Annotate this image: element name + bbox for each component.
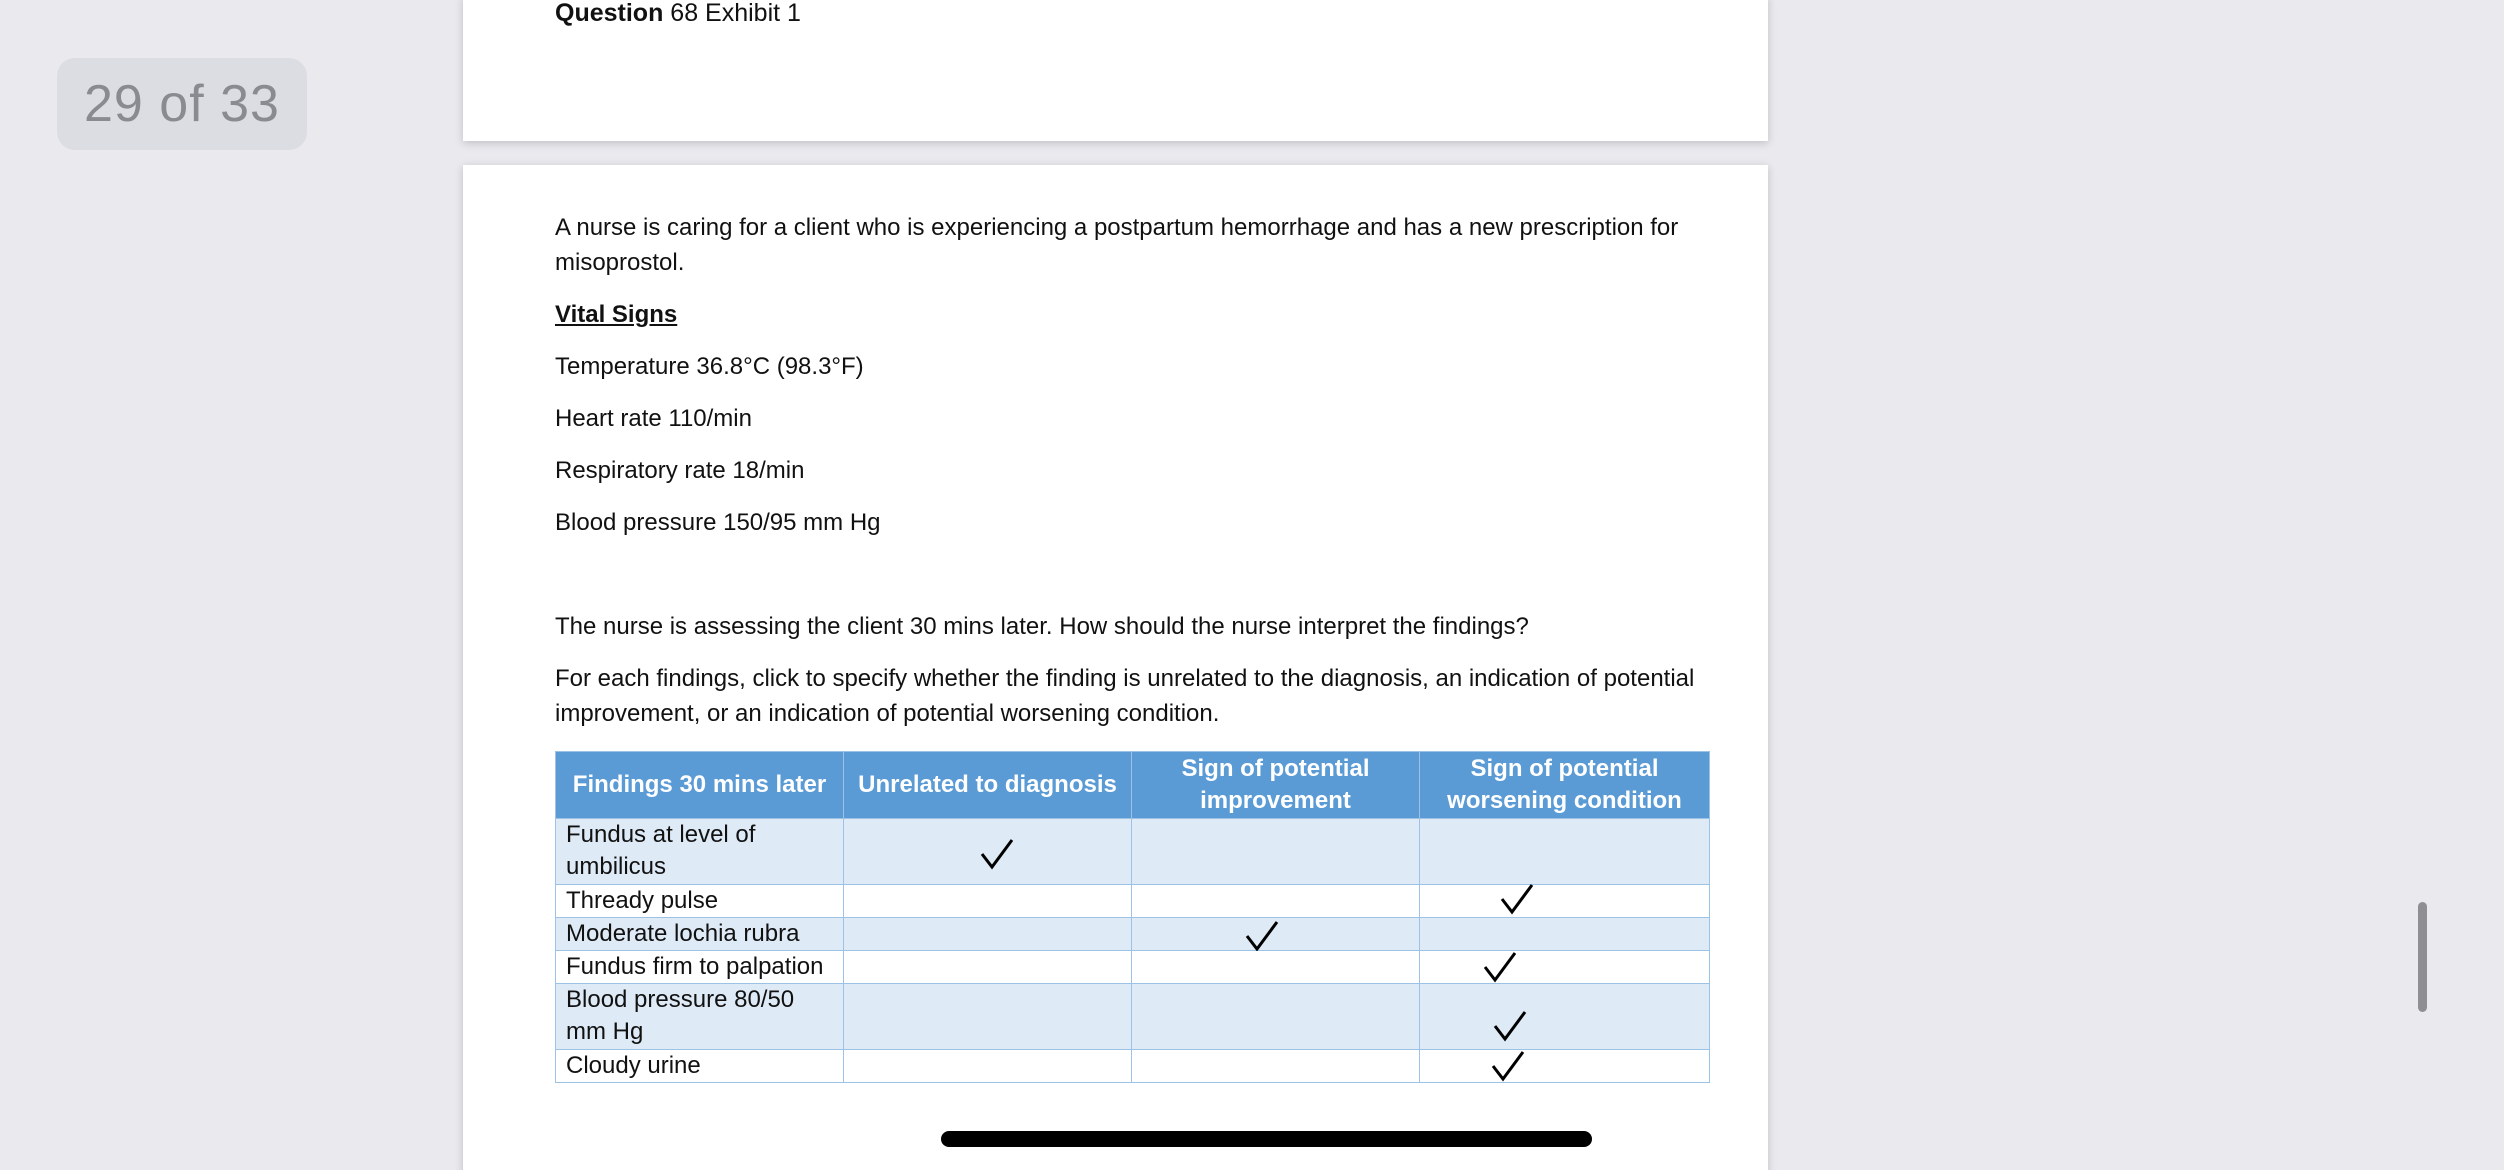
improvement-cell[interactable] [1132, 1050, 1420, 1083]
worsening-cell[interactable] [1420, 885, 1710, 918]
question-text: The nurse is assessing the client 30 mins later. How should the nurse interpret the findings? [555, 613, 1529, 640]
vertical-scrollbar[interactable] [2418, 902, 2427, 1012]
vital-blood-pressure: Blood pressure 150/95 mm Hg [555, 509, 881, 536]
exhibit-title-bold: Question [555, 0, 664, 27]
finding-cell: Cloudy urine [556, 1050, 844, 1083]
current-page [463, 165, 1768, 1170]
header-improvement: Sign of potential improvement [1132, 752, 1420, 819]
finding-cell: Thready pulse [556, 885, 844, 918]
previous-page [463, 0, 1768, 141]
header-unrelated: Unrelated to diagnosis [844, 752, 1132, 819]
checkmark-icon [1483, 951, 1517, 983]
unrelated-cell[interactable] [844, 1050, 1132, 1083]
table-header-row [556, 752, 1710, 819]
instruction-text: For each findings, click to specify whether the finding is unrelated to the diagnosis, an indication of potential improvement, or an indication of potential worsening condition. [555, 665, 1695, 727]
improvement-cell[interactable] [1132, 951, 1420, 984]
unrelated-cell[interactable] [844, 984, 1132, 1050]
worsening-cell[interactable] [1420, 1050, 1710, 1083]
home-indicator-bar[interactable] [941, 1131, 1592, 1147]
checkmark-icon [1500, 883, 1534, 915]
finding-cell: Fundus at level of umbilicus [556, 819, 844, 885]
intro-paragraph: A nurse is caring for a client who is experiencing a postpartum hemorrhage and has a new prescription for misoprostol. [555, 214, 1679, 276]
improvement-cell[interactable] [1132, 819, 1420, 885]
finding-cell: Moderate lochia rubra [556, 918, 844, 951]
improvement-cell[interactable] [1132, 885, 1420, 918]
table-row [556, 819, 1710, 885]
worsening-cell[interactable] [1420, 951, 1710, 984]
unrelated-cell[interactable] [844, 819, 1132, 885]
page-content [555, 210, 1715, 748]
vital-heart-rate: Heart rate 110/min [555, 405, 752, 432]
worsening-cell[interactable] [1420, 819, 1710, 885]
table-row [556, 1050, 1710, 1083]
exhibit-title [555, 0, 801, 30]
table-row [556, 918, 1710, 951]
header-worsening: Sign of potential worsening condition [1420, 752, 1710, 819]
finding-cell: Fundus firm to palpation [556, 951, 844, 984]
table-row [556, 951, 1710, 984]
vital-signs-heading: Vital Signs [555, 301, 678, 328]
improvement-cell[interactable] [1132, 918, 1420, 951]
improvement-cell[interactable] [1132, 984, 1420, 1050]
page-counter-badge: 29 of 33 [57, 58, 307, 150]
checkmark-icon [1493, 1010, 1527, 1042]
findings-table [555, 751, 1710, 1083]
worsening-cell[interactable] [1420, 984, 1710, 1050]
finding-cell: Blood pressure 80/50 mm Hg [556, 984, 844, 1050]
checkmark-icon [980, 838, 1014, 870]
unrelated-cell[interactable] [844, 918, 1132, 951]
spacer [555, 557, 1715, 609]
unrelated-cell[interactable] [844, 951, 1132, 984]
checkmark-icon [1491, 1050, 1525, 1082]
vital-respiratory-rate: Respiratory rate 18/min [555, 457, 805, 484]
worsening-cell[interactable] [1420, 918, 1710, 951]
header-findings: Findings 30 mins later [556, 752, 844, 819]
unrelated-cell[interactable] [844, 885, 1132, 918]
vital-temperature: Temperature 36.8°C (98.3°F) [555, 353, 864, 380]
table-row [556, 885, 1710, 918]
exhibit-title-rest: 68 Exhibit 1 [663, 0, 801, 27]
table-row [556, 984, 1710, 1050]
checkmark-icon [1245, 920, 1279, 952]
